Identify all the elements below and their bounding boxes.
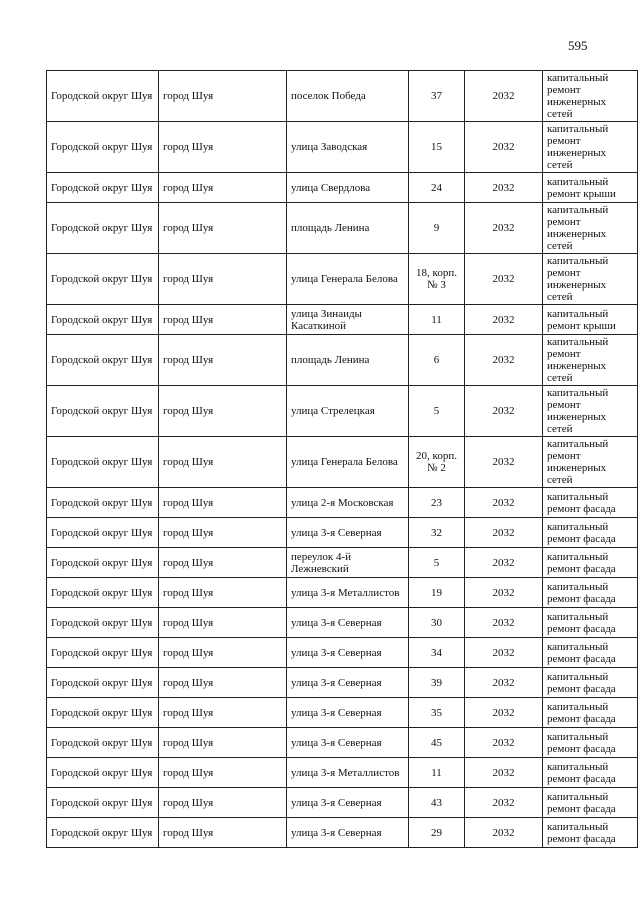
street-cell: улица 3-я Северная bbox=[287, 788, 409, 818]
house-number-cell: 18, корп. № 3 bbox=[409, 254, 465, 305]
street-cell: площадь Ленина bbox=[287, 335, 409, 386]
municipality-cell: Городской округ Шуя bbox=[47, 254, 159, 305]
street-cell: улица Заводская bbox=[287, 122, 409, 173]
year-cell: 2032 bbox=[465, 578, 543, 608]
settlement-cell: город Шуя bbox=[159, 305, 287, 335]
settlement-cell: город Шуя bbox=[159, 758, 287, 788]
year-cell: 2032 bbox=[465, 305, 543, 335]
table-row bbox=[47, 254, 638, 305]
house-number-cell: 29 bbox=[409, 818, 465, 848]
table-row bbox=[47, 518, 638, 548]
work-type-cell: капитальный ремонт фасада bbox=[543, 728, 638, 758]
table-row bbox=[47, 608, 638, 638]
work-type-cell: капитальный ремонт инженерных сетей bbox=[543, 335, 638, 386]
work-type-cell: капитальный ремонт фасада bbox=[543, 578, 638, 608]
year-cell: 2032 bbox=[465, 698, 543, 728]
table-row bbox=[47, 488, 638, 518]
settlement-cell: город Шуя bbox=[159, 173, 287, 203]
year-cell: 2032 bbox=[465, 728, 543, 758]
settlement-cell: город Шуя bbox=[159, 518, 287, 548]
municipality-cell: Городской округ Шуя bbox=[47, 71, 159, 122]
municipality-cell: Городской округ Шуя bbox=[47, 386, 159, 437]
table-row bbox=[47, 437, 638, 488]
work-type-cell: капитальный ремонт инженерных сетей bbox=[543, 386, 638, 437]
municipality-cell: Городской округ Шуя bbox=[47, 818, 159, 848]
street-cell: улица 3-я Северная bbox=[287, 818, 409, 848]
settlement-cell: город Шуя bbox=[159, 488, 287, 518]
table-row bbox=[47, 71, 638, 122]
municipality-cell: Городской округ Шуя bbox=[47, 758, 159, 788]
year-cell: 2032 bbox=[465, 254, 543, 305]
house-number-cell: 11 bbox=[409, 758, 465, 788]
municipality-cell: Городской округ Шуя bbox=[47, 578, 159, 608]
municipality-cell: Городской округ Шуя bbox=[47, 788, 159, 818]
year-cell: 2032 bbox=[465, 335, 543, 386]
work-type-cell: капитальный ремонт крыши bbox=[543, 305, 638, 335]
municipality-cell: Городской округ Шуя bbox=[47, 668, 159, 698]
house-number-cell: 45 bbox=[409, 728, 465, 758]
house-number-cell: 30 bbox=[409, 608, 465, 638]
house-number-cell: 5 bbox=[409, 548, 465, 578]
municipality-cell: Городской округ Шуя bbox=[47, 518, 159, 548]
settlement-cell: город Шуя bbox=[159, 122, 287, 173]
table-row bbox=[47, 305, 638, 335]
work-type-cell: капитальный ремонт инженерных сетей bbox=[543, 254, 638, 305]
house-number-cell: 34 bbox=[409, 638, 465, 668]
street-cell: улица Зинаиды Касаткиной bbox=[287, 305, 409, 335]
table-row bbox=[47, 668, 638, 698]
table-row bbox=[47, 122, 638, 173]
settlement-cell: город Шуя bbox=[159, 203, 287, 254]
year-cell: 2032 bbox=[465, 668, 543, 698]
street-cell: улица Стрелецкая bbox=[287, 386, 409, 437]
work-type-cell: капитальный ремонт фасада bbox=[543, 698, 638, 728]
table-row bbox=[47, 818, 638, 848]
work-type-cell: капитальный ремонт фасада bbox=[543, 668, 638, 698]
street-cell: улица 3-я Северная bbox=[287, 518, 409, 548]
work-type-cell: капитальный ремонт фасада bbox=[543, 818, 638, 848]
street-cell: улица Генерала Белова bbox=[287, 254, 409, 305]
year-cell: 2032 bbox=[465, 548, 543, 578]
settlement-cell: город Шуя bbox=[159, 698, 287, 728]
street-cell: улица 3-я Северная bbox=[287, 668, 409, 698]
house-number-cell: 37 bbox=[409, 71, 465, 122]
house-number-cell: 23 bbox=[409, 488, 465, 518]
house-number-cell: 43 bbox=[409, 788, 465, 818]
street-cell: улица 3-я Северная bbox=[287, 728, 409, 758]
work-type-cell: капитальный ремонт крыши bbox=[543, 173, 638, 203]
municipality-cell: Городской округ Шуя bbox=[47, 335, 159, 386]
work-type-cell: капитальный ремонт фасада bbox=[543, 608, 638, 638]
settlement-cell: город Шуя bbox=[159, 638, 287, 668]
year-cell: 2032 bbox=[465, 173, 543, 203]
work-type-cell: капитальный ремонт фасада bbox=[543, 788, 638, 818]
settlement-cell: город Шуя bbox=[159, 728, 287, 758]
municipality-cell: Городской округ Шуя bbox=[47, 305, 159, 335]
street-cell: улица 2-я Московская bbox=[287, 488, 409, 518]
street-cell: переулок 4-й Лежневский bbox=[287, 548, 409, 578]
work-type-cell: капитальный ремонт фасада bbox=[543, 638, 638, 668]
settlement-cell: город Шуя bbox=[159, 71, 287, 122]
table-row bbox=[47, 758, 638, 788]
year-cell: 2032 bbox=[465, 71, 543, 122]
work-type-cell: капитальный ремонт инженерных сетей bbox=[543, 437, 638, 488]
street-cell: улица Свердлова bbox=[287, 173, 409, 203]
settlement-cell: город Шуя bbox=[159, 254, 287, 305]
settlement-cell: город Шуя bbox=[159, 437, 287, 488]
settlement-cell: город Шуя bbox=[159, 335, 287, 386]
municipality-cell: Городской округ Шуя bbox=[47, 638, 159, 668]
street-cell: улица 3-я Северная bbox=[287, 638, 409, 668]
house-number-cell: 15 bbox=[409, 122, 465, 173]
house-number-cell: 9 bbox=[409, 203, 465, 254]
municipality-cell: Городской округ Шуя bbox=[47, 728, 159, 758]
settlement-cell: город Шуя bbox=[159, 608, 287, 638]
settlement-cell: город Шуя bbox=[159, 788, 287, 818]
table-row bbox=[47, 578, 638, 608]
work-type-cell: капитальный ремонт инженерных сетей bbox=[543, 203, 638, 254]
street-cell: поселок Победа bbox=[287, 71, 409, 122]
work-type-cell: капитальный ремонт фасада bbox=[543, 548, 638, 578]
street-cell: площадь Ленина bbox=[287, 203, 409, 254]
house-number-cell: 6 bbox=[409, 335, 465, 386]
municipality-cell: Городской округ Шуя bbox=[47, 548, 159, 578]
settlement-cell: город Шуя bbox=[159, 818, 287, 848]
year-cell: 2032 bbox=[465, 122, 543, 173]
municipality-cell: Городской округ Шуя bbox=[47, 203, 159, 254]
work-type-cell: капитальный ремонт фасада bbox=[543, 488, 638, 518]
year-cell: 2032 bbox=[465, 386, 543, 437]
street-cell: улица 3-я Металлистов bbox=[287, 578, 409, 608]
year-cell: 2032 bbox=[465, 203, 543, 254]
year-cell: 2032 bbox=[465, 788, 543, 818]
year-cell: 2032 bbox=[465, 818, 543, 848]
street-cell: улица 3-я Металлистов bbox=[287, 758, 409, 788]
settlement-cell: город Шуя bbox=[159, 548, 287, 578]
municipality-cell: Городской округ Шуя bbox=[47, 173, 159, 203]
house-number-cell: 11 bbox=[409, 305, 465, 335]
municipality-cell: Городской округ Шуя bbox=[47, 608, 159, 638]
table-row bbox=[47, 203, 638, 254]
settlement-cell: город Шуя bbox=[159, 578, 287, 608]
year-cell: 2032 bbox=[465, 488, 543, 518]
house-number-cell: 5 bbox=[409, 386, 465, 437]
table-row bbox=[47, 698, 638, 728]
municipality-cell: Городской округ Шуя bbox=[47, 122, 159, 173]
street-cell: улица 3-я Северная bbox=[287, 608, 409, 638]
house-number-cell: 32 bbox=[409, 518, 465, 548]
house-number-cell: 20, корп. № 2 bbox=[409, 437, 465, 488]
table-row bbox=[47, 638, 638, 668]
table-row bbox=[47, 788, 638, 818]
table-row bbox=[47, 173, 638, 203]
municipality-cell: Городской округ Шуя bbox=[47, 698, 159, 728]
page-number: 595 bbox=[568, 38, 588, 53]
settlement-cell: город Шуя bbox=[159, 668, 287, 698]
year-cell: 2032 bbox=[465, 758, 543, 788]
settlement-cell: город Шуя bbox=[159, 386, 287, 437]
house-number-cell: 39 bbox=[409, 668, 465, 698]
year-cell: 2032 bbox=[465, 437, 543, 488]
house-number-cell: 19 bbox=[409, 578, 465, 608]
street-cell: улица Генерала Белова bbox=[287, 437, 409, 488]
street-cell: улица 3-я Северная bbox=[287, 698, 409, 728]
repair-registry-table bbox=[46, 70, 638, 848]
table-row bbox=[47, 548, 638, 578]
year-cell: 2032 bbox=[465, 608, 543, 638]
table-row bbox=[47, 728, 638, 758]
year-cell: 2032 bbox=[465, 638, 543, 668]
house-number-cell: 24 bbox=[409, 173, 465, 203]
municipality-cell: Городской округ Шуя bbox=[47, 488, 159, 518]
municipality-cell: Городской округ Шуя bbox=[47, 437, 159, 488]
table-row bbox=[47, 386, 638, 437]
year-cell: 2032 bbox=[465, 518, 543, 548]
work-type-cell: капитальный ремонт инженерных сетей bbox=[543, 71, 638, 122]
work-type-cell: капитальный ремонт инженерных сетей bbox=[543, 122, 638, 173]
house-number-cell: 35 bbox=[409, 698, 465, 728]
work-type-cell: капитальный ремонт фасада bbox=[543, 518, 638, 548]
work-type-cell: капитальный ремонт фасада bbox=[543, 758, 638, 788]
table-row bbox=[47, 335, 638, 386]
